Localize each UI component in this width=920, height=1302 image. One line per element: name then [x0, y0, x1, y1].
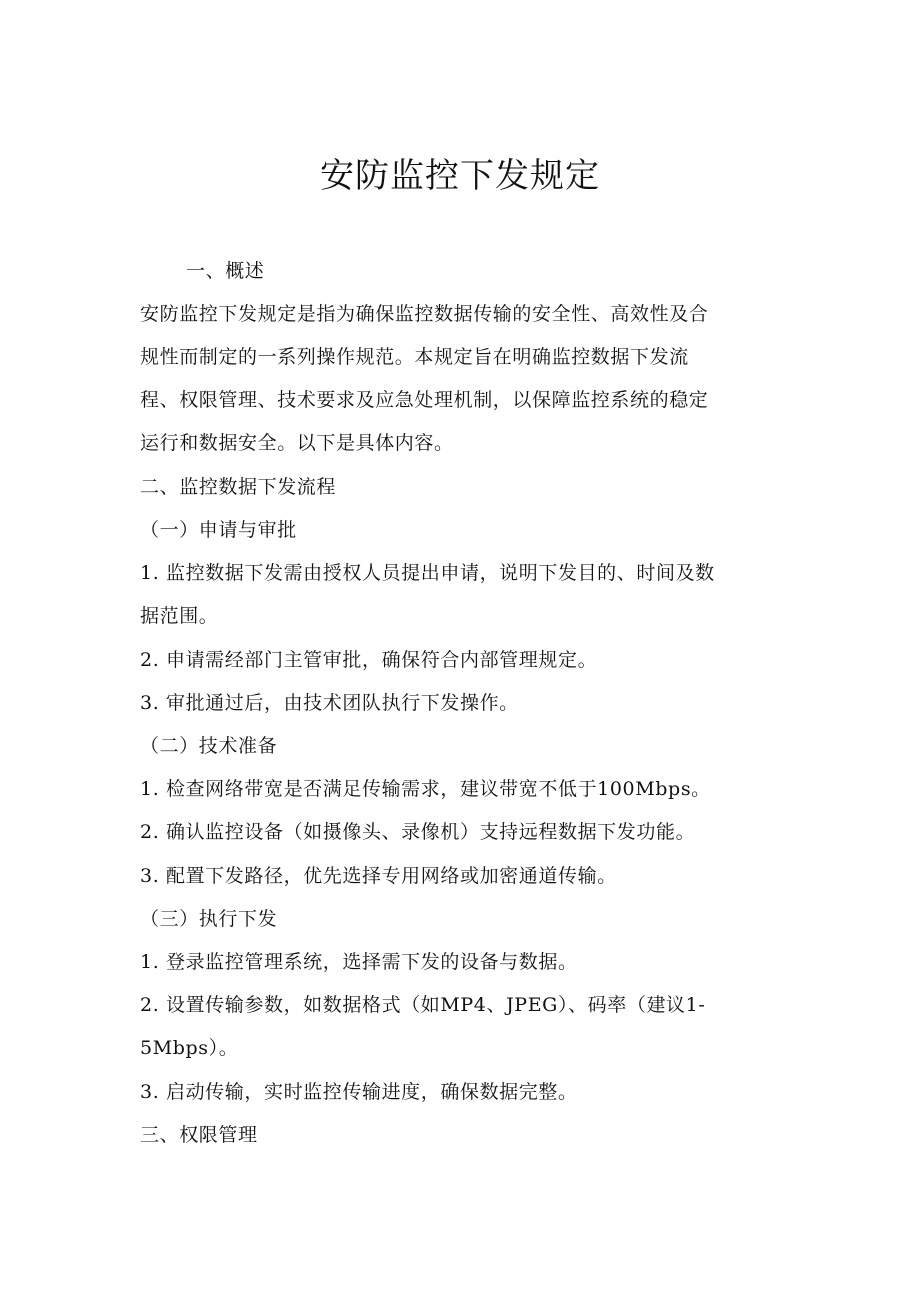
- section-heading-overview: 一、概述: [186, 260, 265, 282]
- list-item: 1. 检查网络带宽是否满足传输需求，建议带宽不低于100Mbps。: [140, 778, 711, 800]
- list-item: 1. 监控数据下发需由授权人员提出申请，说明下发目的、时间及数: [140, 562, 715, 584]
- list-item: 2. 申请需经部门主管审批，确保符合内部管理规定。: [140, 649, 598, 671]
- document-title: 安防监控下发规定: [320, 156, 600, 196]
- list-item: 1. 登录监控管理系统，选择需下发的设备与数据。: [140, 951, 578, 973]
- subsection-heading-technical: （二）技术准备: [140, 735, 278, 757]
- list-item: 3. 审批通过后，由技术团队执行下发操作。: [140, 692, 519, 714]
- subsection-heading-application: （一）申请与审批: [140, 519, 297, 541]
- list-item: 3. 配置下发路径，优先选择专用网络或加密通道传输。: [140, 865, 617, 887]
- paragraph-line: 程、权限管理、技术要求及应急处理机制，以保障监控系统的稳定: [140, 389, 709, 411]
- section-heading-permissions: 三、权限管理: [140, 1124, 258, 1146]
- list-item: 3. 启动传输，实时监控传输进度，确保数据完整。: [140, 1081, 578, 1103]
- list-item: 2. 确认监控设备（如摄像头、录像机）支持远程数据下发功能。: [140, 821, 696, 843]
- paragraph-line: 安防监控下发规定是指为确保监控数据传输的安全性、高效性及合: [140, 303, 709, 325]
- paragraph-line: 运行和数据安全。以下是具体内容。: [140, 432, 454, 454]
- paragraph-line: 规性而制定的一系列操作规范。本规定旨在明确监控数据下发流: [140, 346, 689, 368]
- list-item-continuation: 据范围。: [140, 605, 219, 627]
- subsection-heading-execution: （三）执行下发: [140, 908, 278, 930]
- section-heading-process: 二、监控数据下发流程: [140, 476, 337, 498]
- list-item: 2. 设置传输参数，如数据格式（如MP4、JPEG）、码率（建议1-: [140, 994, 706, 1016]
- list-item-continuation: 5Mbps）。: [140, 1037, 239, 1059]
